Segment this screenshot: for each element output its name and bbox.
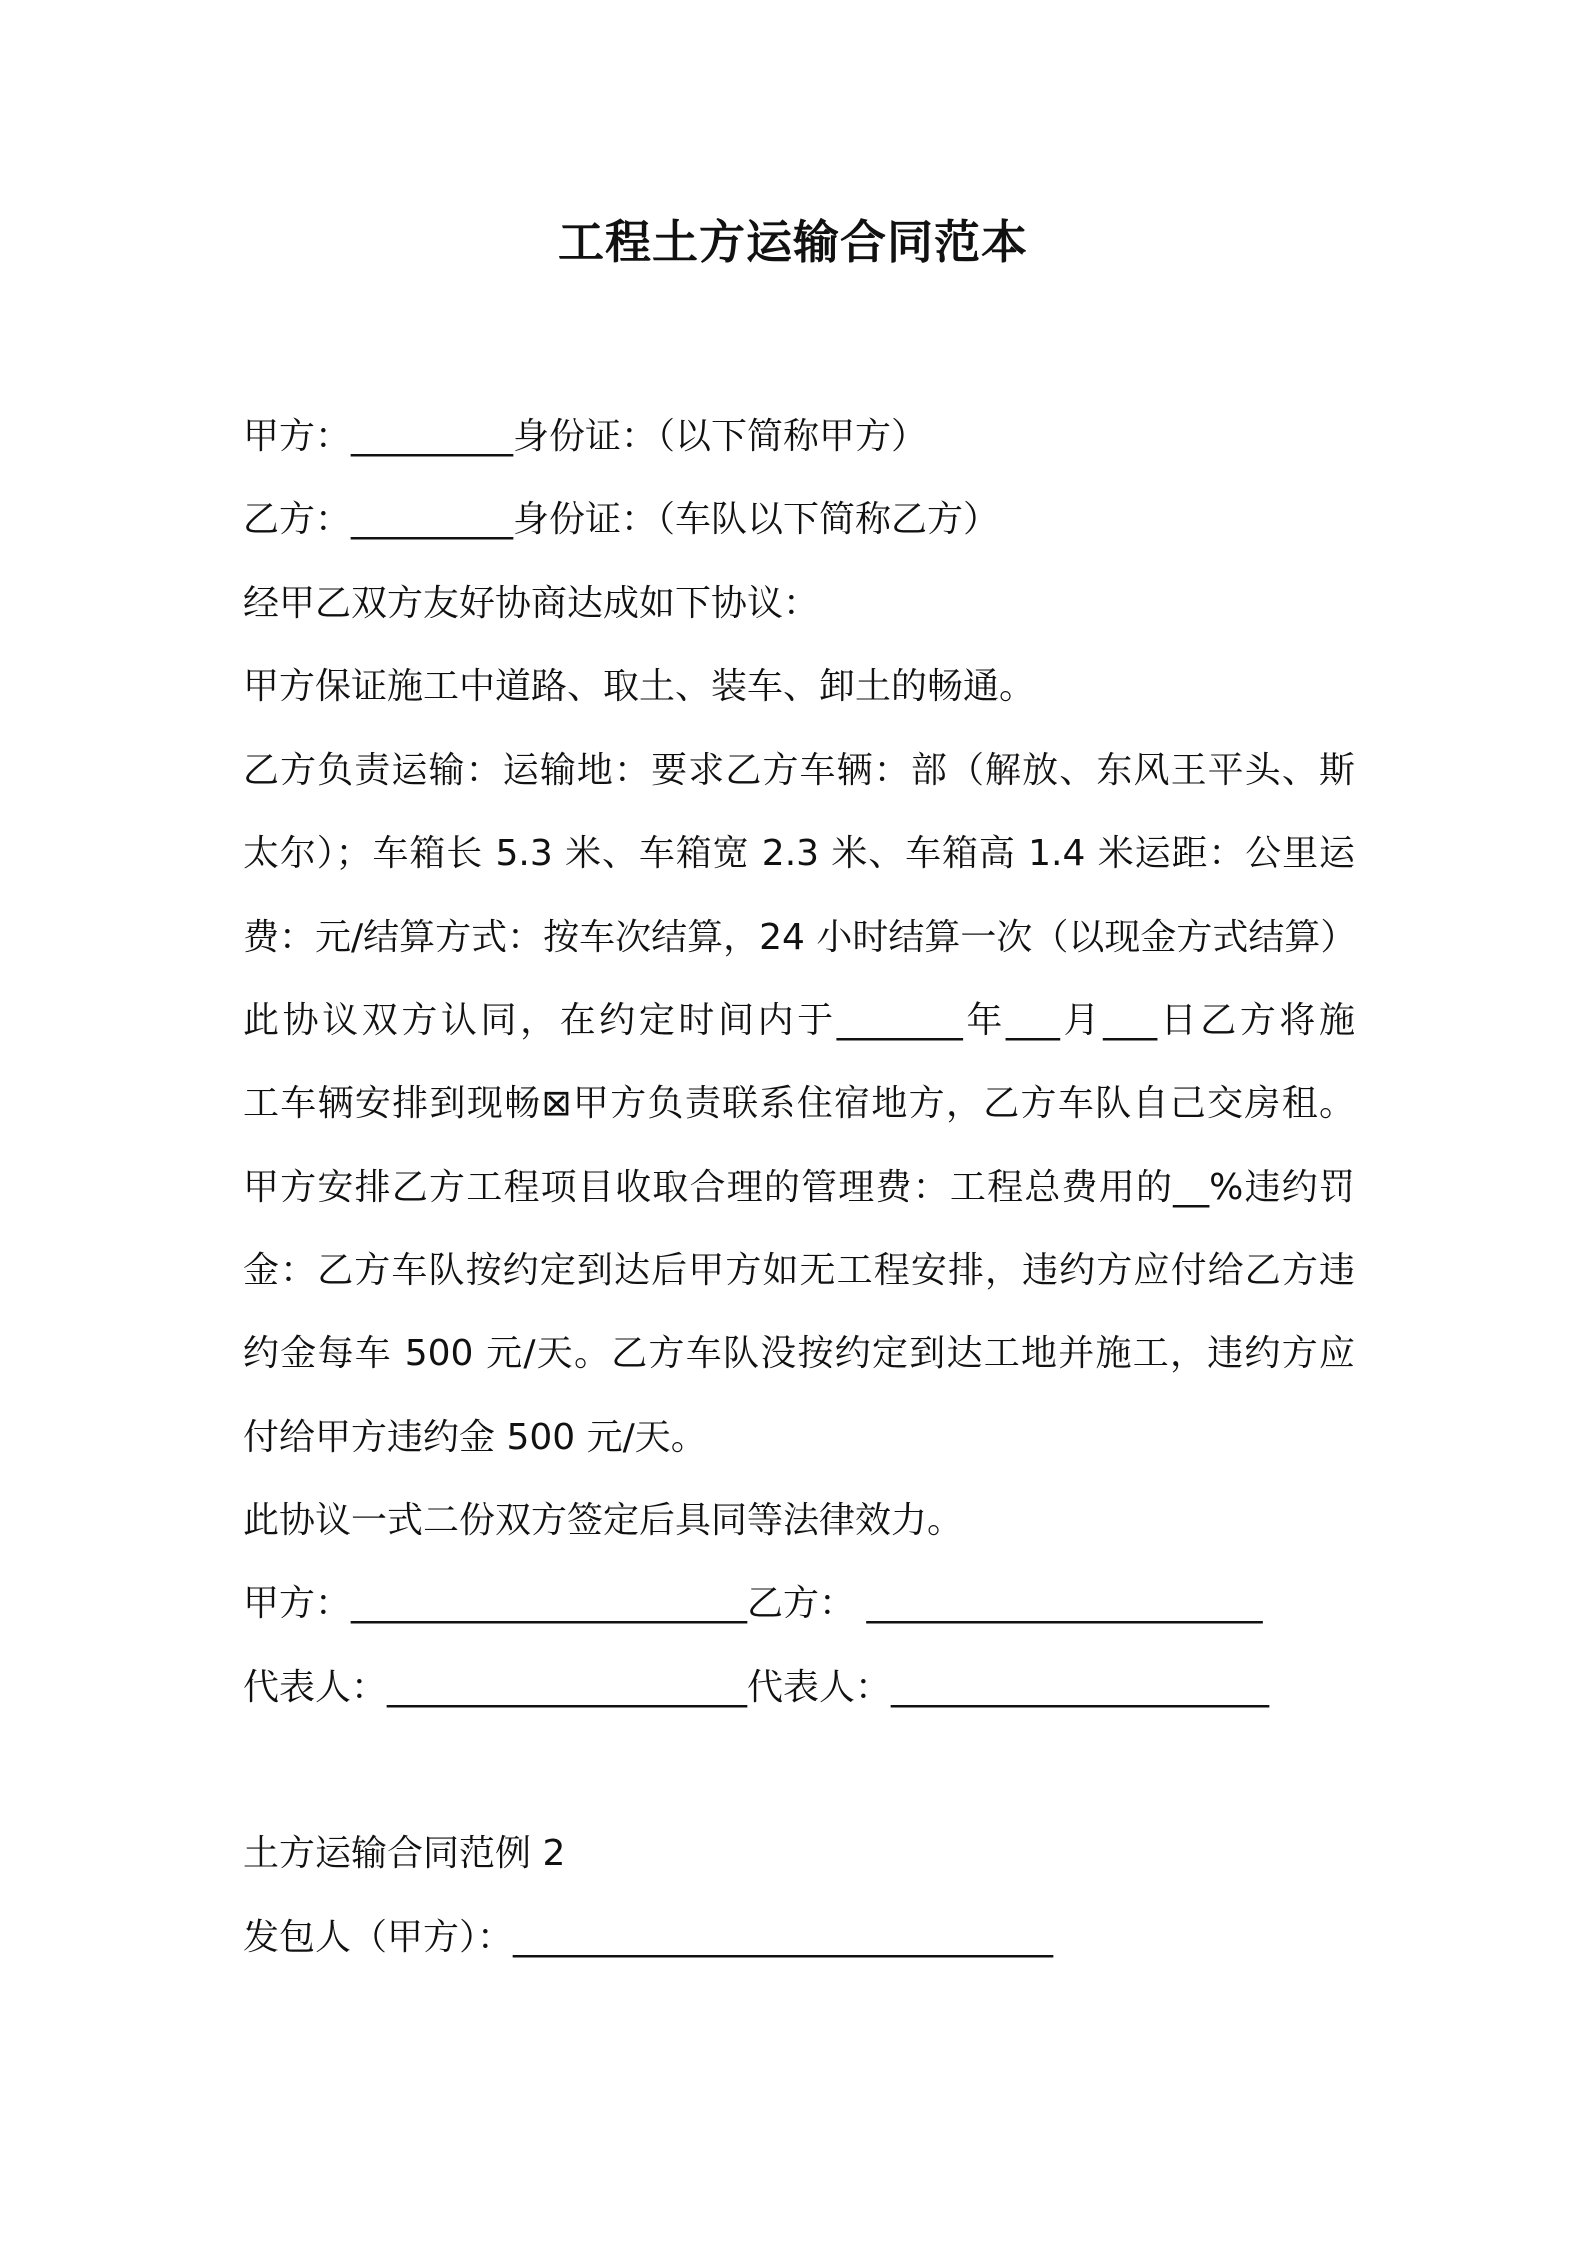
signature-party-line: 甲方：______________________乙方： ______________________ <box>243 1583 1263 1624</box>
clause-transport-line: 甲方安排乙方工程项目收取合理的管理费：工程总费用的__%违约罚 <box>243 1167 1355 1208</box>
clause-road-access: 甲方保证施工中道路、取土、装车、卸土的畅通。 <box>243 666 1036 707</box>
example-2-heading: 土方运输合同范例 2 <box>243 1833 566 1874</box>
clause-transport-line: 工车辆安排到现畅⊠甲方负责联系住宿地方，乙方车队自己交房租。 <box>243 1083 1355 1124</box>
clause-transport-line: 乙方负责运输：运输地：要求乙方车辆：部（解放、东风王平头、斯 <box>243 750 1355 791</box>
clause-legal-effect: 此协议一式二份双方签定后具同等法律效力。 <box>243 1500 964 1541</box>
clause-transport-line: 此协议双方认同，在约定时间内于_______年___月___日乙方将施 <box>243 1000 1355 1041</box>
party-a-line: 甲方：_________身份证：（以下简称甲方） <box>243 416 928 457</box>
party-b-line: 乙方：_________身份证：（车队以下简称乙方） <box>243 499 1000 540</box>
signature-representative-line: 代表人：____________________代表人：_____________________ <box>243 1667 1270 1708</box>
clause-transport-line: 金：乙方车队按约定到达后甲方如无工程安排，违约方应付给乙方违 <box>243 1250 1355 1291</box>
clause-transport-line: 约金每车 500 元/天。乙方车队没按约定到达工地并施工，违约方应 <box>243 1333 1355 1374</box>
clause-transport-line: 付给甲方违约金 500 元/天。 <box>243 1417 707 1458</box>
document-title: 工程土方运输合同范本 <box>558 215 1028 269</box>
clause-transport-line: 太尔）；车箱长 5.3 米、车箱宽 2.3 米、车箱高 1.4 米运距：公里运 <box>243 833 1355 874</box>
contractor-line: 发包人（甲方）：______________________________ <box>243 1917 1054 1958</box>
clause-transport-line: 费：元/结算方式：按车次结算，24 小时结算一次（以现金方式结算） <box>243 917 1357 958</box>
intro-paragraph: 经甲乙双方友好协商达成如下协议： <box>243 583 820 624</box>
